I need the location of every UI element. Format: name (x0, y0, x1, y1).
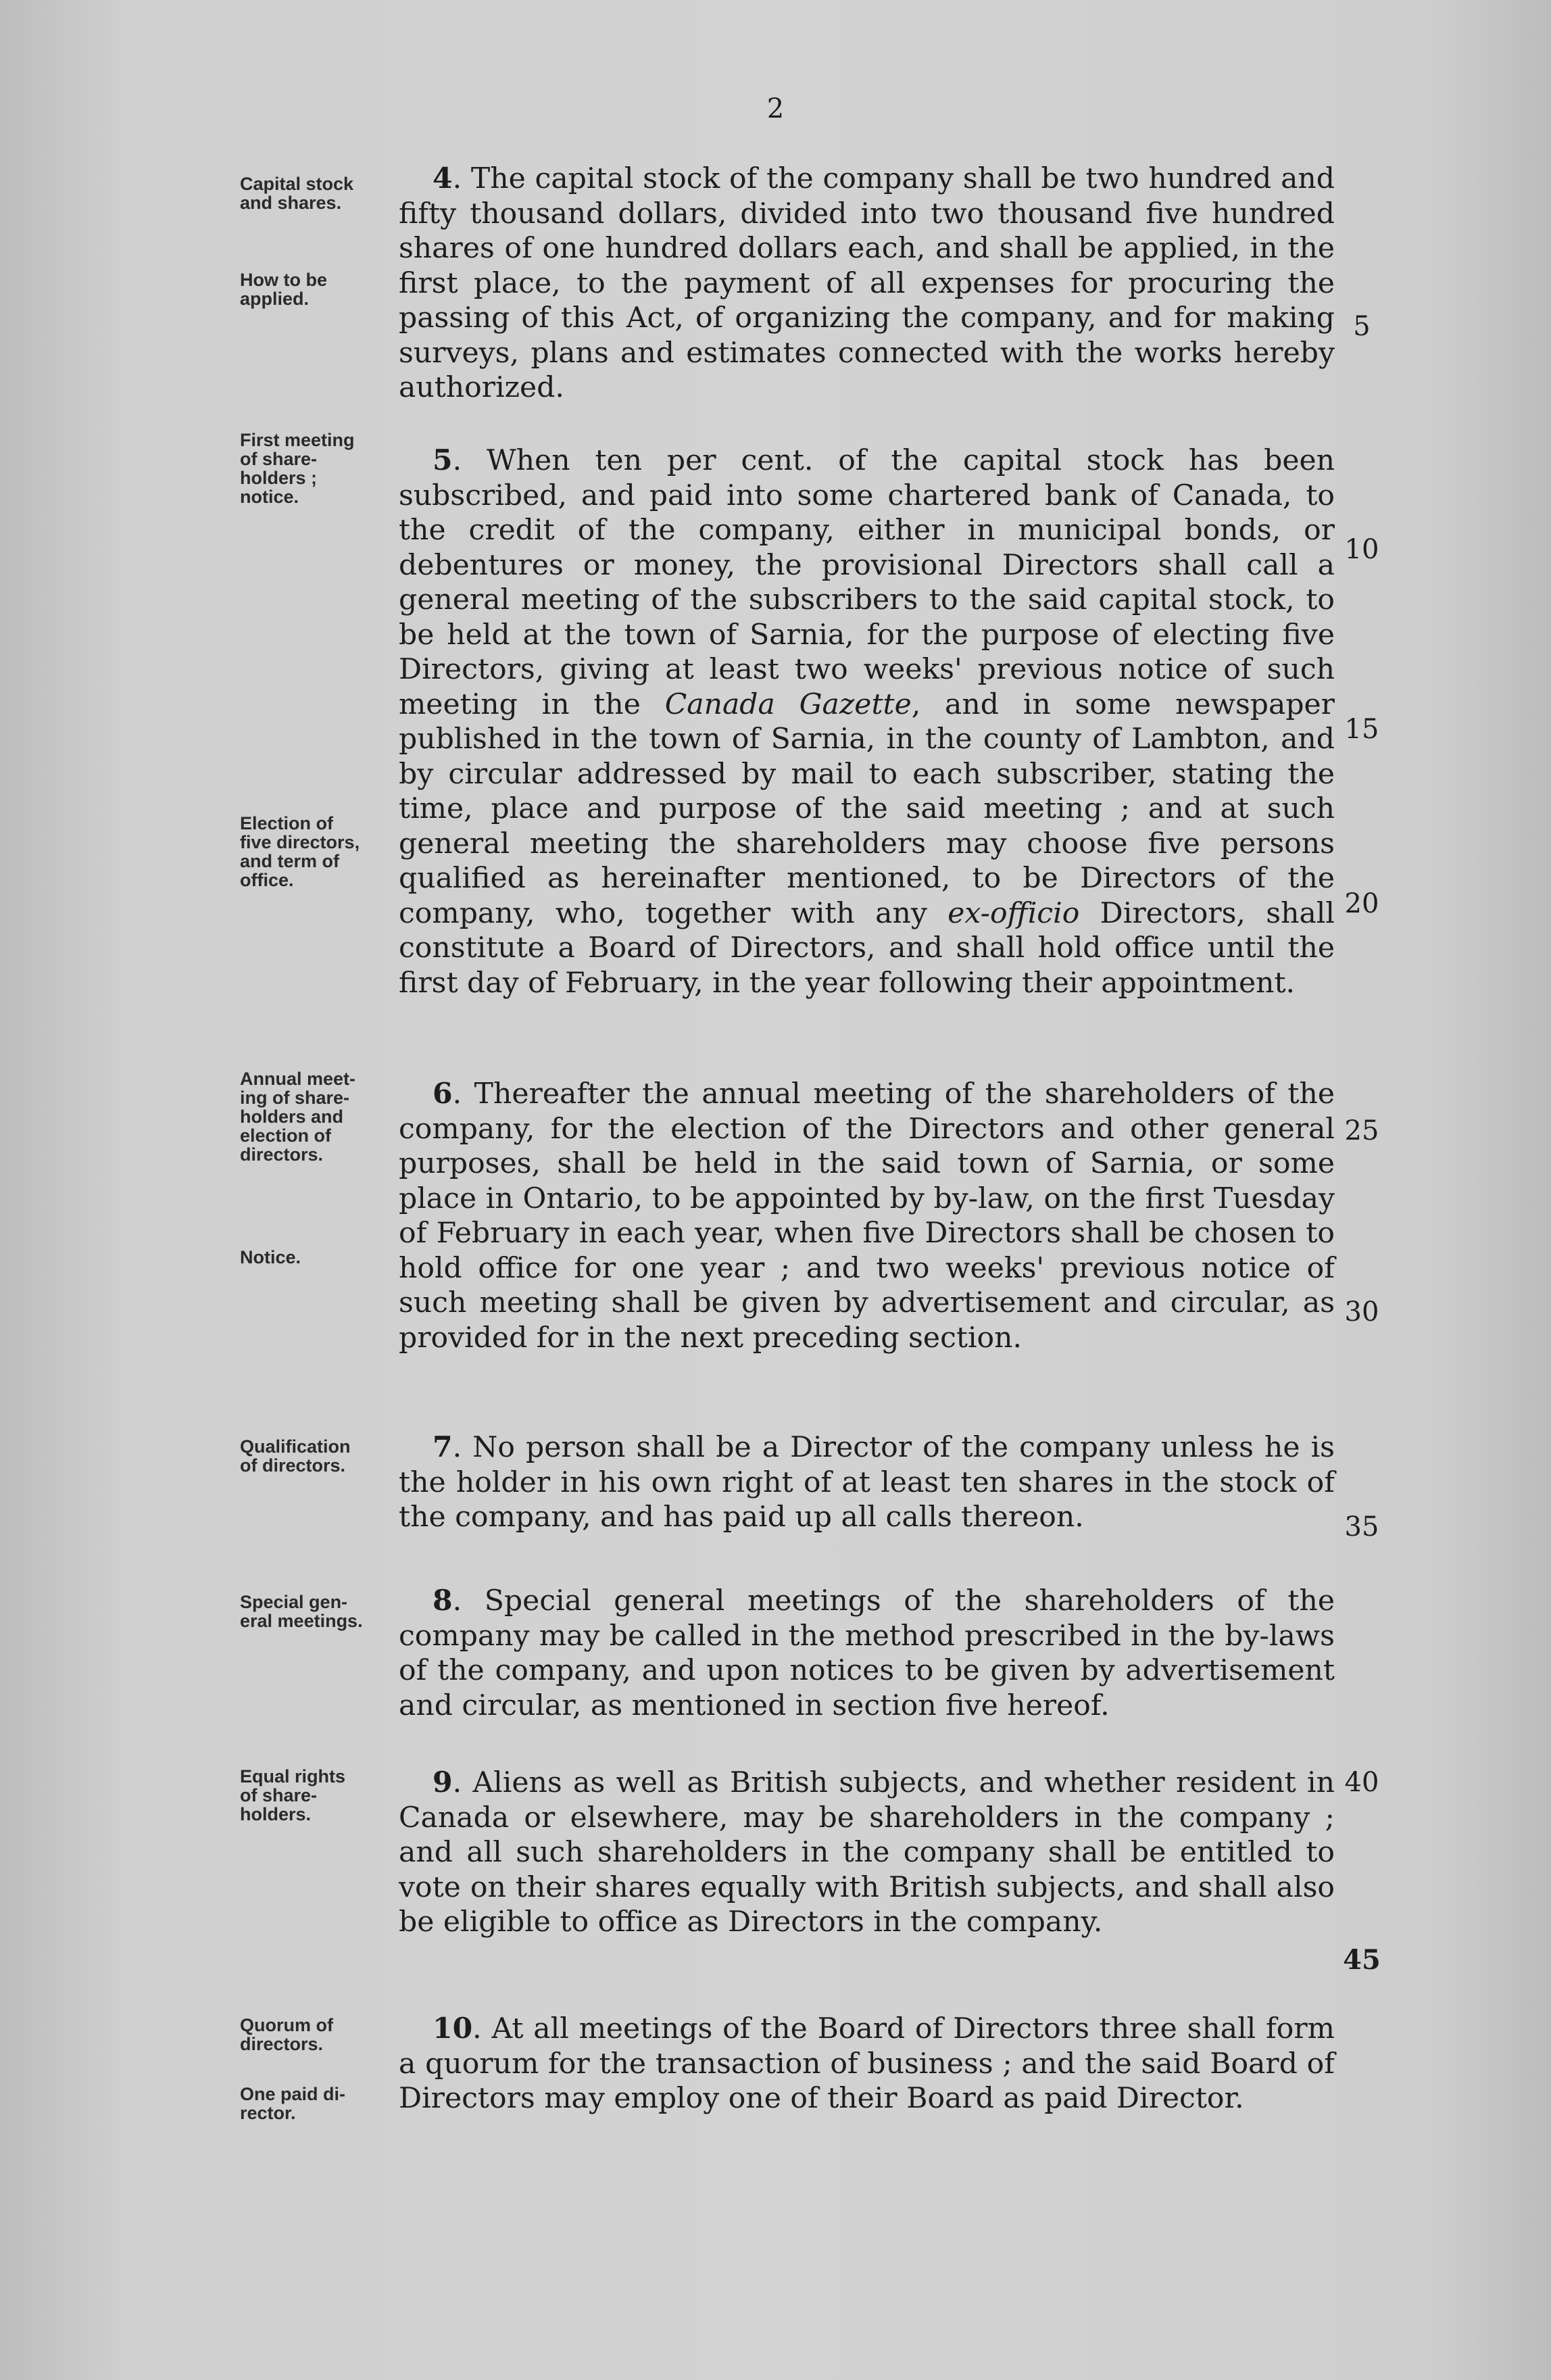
line-number: 10 (1344, 534, 1379, 565)
section-number: 9 (433, 1766, 453, 1799)
section-4: 4. The capital stock of the company shall be two hundred and fifty thousand dollars, divided into two thousand five hundred shares of one hundred dollars each, and shall be applied, in the first place, to the payment of all expenses for procuring the passing of this Act, of organizing the company, and for making surveys, plans and estimates connected with the works hereby authorized. (399, 162, 1335, 404)
margin-note-equal-rights: Equal rights of share- holders. (240, 1766, 346, 1824)
section-text: , and in some newspaper published in the town of Sarnia, in the county of Lambton, and by circular addressed by mail to each subscriber, stating the time, place and purpose of the said meeting ; and at such general meeting the shareholders may choose five persons qualified as hereinafter mentioned, to be Directors of the company, who, together with any (399, 687, 1335, 930)
section-text: Thereafter the annual meeting of the shareholders of the company, for the election of the Directors and other general purposes, shall be held in the said town of Sarnia, or some place in Ontario, to be appointed by by-law, on the first Tuesday of February in each year, when five Directors shall be chosen to hold office for one year ; and two weeks' previous notice of such meeting shall be given by advertisement and circular, as provided for in the next preceding section. (399, 1077, 1335, 1355)
line-number: 40 (1344, 1767, 1379, 1798)
line-number: 20 (1344, 888, 1379, 919)
section-number: 8 (433, 1584, 453, 1618)
section-italic-text: ex-officio (947, 896, 1080, 930)
margin-note-quorum: Quorum of directors. (240, 2015, 333, 2054)
margin-note-qualification: Qualification of directors. (240, 1436, 351, 1476)
section-text: No person shall be a Director of the company unless he is the holder in his own right of at least ten shares in the stock of the company, and has paid up all calls thereon. (399, 1431, 1335, 1534)
section-10: 10. At all meetings of the Board of Directors three shall form a quorum for the transaction of business ; and the said Board of Directors may employ one of their Board as paid Director. (399, 2012, 1335, 2115)
section-text: Aliens as well as British subjects, and whether resident in Canada or elsewhere, may be shareholders in the company ; and all such shareholders in the company shall be entitled to vote on their shares equally with British subjects, and shall also be eligible to office as Directors in the company. (399, 1766, 1335, 1939)
margin-note-special-meetings: Special gen- eral meetings. (240, 1592, 363, 1631)
line-number: 25 (1344, 1115, 1379, 1146)
section-number: 10 (433, 2012, 473, 2045)
margin-note-first-meeting: First meeting of share- holders ; notice. (240, 430, 355, 507)
line-number: 30 (1344, 1296, 1379, 1328)
section-text: Special general meetings of the shareholders of the company may be called in the method prescribed in the by-laws of the company, and upon notices to be given by advertisement and circular, as mentioned in section five hereof. (399, 1584, 1335, 1722)
margin-note-capital-stock: Capital stock and shares. (240, 174, 354, 213)
line-number: 35 (1344, 1511, 1379, 1543)
section-8: 8. Special general meetings of the shareholders of the company may be called in the method prescribed in the by-laws of the company, and upon notices to be given by advertisement and circular, as mentioned in section five hereof. (399, 1584, 1335, 1722)
margin-note-paid-director: One paid di- rector. (240, 2084, 346, 2123)
section-5: 5. When ten per cent. of the capital stock has been subscribed, and paid into some chartered bank of Canada, to the credit of the company, either in municipal bonds, or debentures or money, the provisional Directors shall call a general meeting of the subscribers to the said capital stock, to be held at the town of Sarnia, for the purpose of electing five Directors, giving at least two weeks' previous notice of such meeting in the Canada Gazette, and in some newspaper published in the town of Sarnia, in the county of Lambton, and by circular addressed by mail to each subscriber, stating the time, place and purpose of the said meeting ; and at such general meeting the shareholders may choose five persons qualified as hereinafter mentioned, to be Directors of the company, who, together with any ex-officio Directors, shall constitute a Board of Directors, and shall hold office until the first day of February, in the year following their appointment. (399, 443, 1335, 1000)
section-text: Directors, shall constitute a Board of Directors, and shall hold office until the first day of February, in the year following their appointment. (399, 896, 1335, 1000)
page-number: 2 (766, 93, 785, 124)
line-number: 5 (1353, 311, 1371, 342)
section-text: At all meetings of the Board of Directors three shall form a quorum for the transaction of business ; and the said Board of Directors may employ one of their Board as paid Director. (399, 2012, 1335, 2115)
section-text: When ten per cent. of the capital stock has been subscribed, and paid into some chartered bank of Canada, to the credit of the company, either in municipal bonds, or debentures or money, the provisional Directors shall call a general meeting of the subscribers to the said capital stock, to be held at the town of Sarnia, for the purpose of electing five Directors, giving at least two weeks' previous notice of such meeting in the (399, 444, 1335, 721)
section-number: 4 (433, 162, 453, 195)
section-number: 6 (433, 1077, 453, 1111)
section-text: The capital stock of the company shall be two hundred and fifty thousand dollars, divided into two thousand five hundred shares of one hundred dollars each, and shall be applied, in the first place, to the payment of all expenses for procuring the passing of this Act, of organizing the company, and for making surveys, plans and estimates connected with the works hereby authorized. (399, 162, 1335, 404)
section-6: 6. Thereafter the annual meeting of the shareholders of the company, for the election of the Directors and other general purposes, shall be held in the said town of Sarnia, or some place in Ontario, to be appointed by by-law, on the first Tuesday of February in each year, when five Directors shall be chosen to hold office for one year ; and two weeks' previous notice of such meeting shall be given by advertisement and circular, as provided for in the next preceding section. (399, 1077, 1335, 1355)
section-italic-text: Canada Gazette (664, 687, 912, 721)
section-7: 7. No person shall be a Director of the company unless he is the holder in his own right of at least ten shares in the stock of the company, and has paid up all calls thereon. (399, 1430, 1335, 1534)
margin-note-election: Election of five directors, and term of office. (240, 813, 360, 890)
margin-note-how-applied: How to be applied. (240, 270, 327, 309)
section-number: 7 (433, 1430, 453, 1464)
section-number: 5 (433, 443, 453, 477)
margin-note-notice: Notice. (240, 1247, 301, 1267)
line-number: 45 (1343, 1944, 1381, 1976)
line-number: 15 (1344, 714, 1379, 745)
section-9: 9. Aliens as well as British subjects, and whether resident in Canada or elsewhere, may be shareholders in the company ; and all such shareholders in the company shall be entitled to vote on their shares equally with British subjects, and shall also be eligible to office as Directors in the company. (399, 1766, 1335, 1939)
margin-note-annual-meeting: Annual meet- ing of share- holders and election of directors. (240, 1069, 356, 1165)
